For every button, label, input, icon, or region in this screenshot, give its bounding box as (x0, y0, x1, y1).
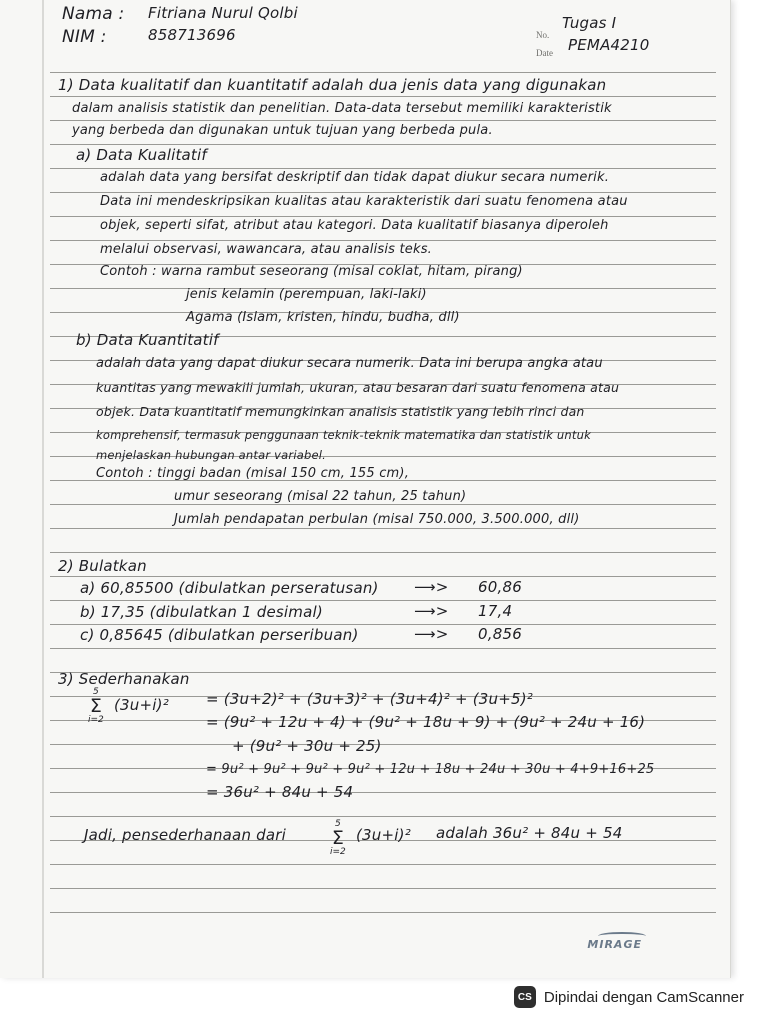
ruled-line (50, 912, 716, 913)
ruled-line (50, 744, 716, 745)
q3-expression: (3u+i)² (114, 696, 169, 714)
ruled-line (50, 888, 716, 889)
no-label: No. (536, 30, 550, 40)
ruled-line (50, 600, 716, 601)
q2-item-label: c) 0,85645 (dibulatkan perseribuan) (80, 626, 359, 644)
nim-label: NIM : (62, 27, 107, 47)
sigma-upper-limit: 5 (335, 819, 341, 829)
q3-title: 3) Sederhanakan (58, 670, 190, 688)
ruled-line (50, 864, 716, 865)
q2-item-label: a) 60,85500 (dibulatkan perseratusan) (80, 579, 379, 597)
q1-a-body-line: melalui observasi, wawancara, atau analisis teks. (100, 242, 433, 257)
ruled-line (50, 528, 716, 529)
q1-b-body-line: kuantitas yang mewakili jumlah, ukuran, atau besaran dari suatu fenomena atau (96, 380, 620, 395)
q1-a-example: jenis kelamin (perempuan, laki-laki) (186, 287, 427, 302)
ruled-line (50, 72, 716, 73)
q1-b-body-line: adalah data yang dapat diukur secara numerik. Data ini berupa angka atau (96, 356, 603, 371)
q1-b-body-line: objek. Data kuantitatif memungkinkan analisis statistik yang lebih rinci dan (96, 404, 585, 419)
camscanner-logo-icon: CS (514, 986, 536, 1008)
ruled-line (50, 624, 716, 625)
q1-b-body-line: menjelaskan hubungan antar variabel. (96, 448, 326, 462)
sigma-lower-limit: i=2 (330, 847, 346, 857)
q1-b-example: Contoh : tinggi badan (misal 150 cm, 155 cm), (96, 466, 410, 481)
ruled-line (50, 240, 716, 241)
q1-intro-line: yang berbeda dan digunakan untuk tujuan yang berbeda pula. (72, 123, 493, 138)
q1-a-title: a) Data Kualitatif (76, 146, 207, 164)
q2-item-result: 0,856 (478, 625, 522, 643)
q3-conclusion-suffix: adalah 36u² + 84u + 54 (436, 824, 623, 842)
q2-arrow: ⟶> (414, 602, 449, 620)
nim-value: 858713696 (148, 26, 236, 44)
ruled-line (50, 192, 716, 193)
q1-a-body-line: adalah data yang bersifat deskriptif dan tidak dapat diukur secara numerik. (100, 170, 610, 185)
q1-a-example: Agama (Islam, kristen, hindu, budha, dll) (186, 310, 460, 325)
q1-a-body-line: objek, seperti sifat, atribut atau kategori. Data kualitatif biasanya diperoleh (100, 218, 609, 233)
q3-conclusion-expression: (3u+i)² (356, 826, 411, 844)
q2-arrow: ⟶> (414, 578, 449, 596)
date-value: PEMA4210 (568, 36, 650, 54)
ruled-line (50, 816, 716, 817)
camscanner-text: Dipindai dengan CamScanner (543, 988, 744, 1006)
q1-intro-line: dalam analisis statistik dan penelitian. Data-data tersebut memiliki karakteristik (72, 101, 612, 116)
q1-b-example: umur seseorang (misal 22 tahun, 25 tahun) (174, 489, 467, 504)
q1-b-title: b) Data Kuantitatif (76, 331, 219, 349)
ruled-line (50, 96, 716, 97)
date-label: Date (536, 48, 553, 58)
ruled-line (50, 576, 716, 577)
q2-title: 2) Bulatkan (58, 557, 147, 575)
q3-step: = (9u² + 12u + 4) + (9u² + 18u + 9) + (9u² + 24u + 16) (206, 713, 646, 731)
ruled-line (50, 504, 716, 505)
q2-item-label: b) 17,35 (dibulatkan 1 desimal) (80, 603, 323, 621)
nama-label: Nama : (62, 4, 125, 24)
ruled-line (50, 552, 716, 553)
camscanner-watermark (514, 984, 744, 1010)
q1-a-body-line: Data ini mendeskripsikan kualitas atau karakteristik dari suatu fenomena atau (100, 194, 628, 209)
q2-arrow: ⟶> (414, 625, 449, 643)
q3-step: + (9u² + 30u + 25) (232, 737, 382, 755)
sigma-symbol: Σ (89, 695, 102, 717)
paper-brand-logo: MIRAGE (587, 938, 642, 951)
sigma-lower-limit: i=2 (88, 715, 104, 725)
margin-line (42, 0, 44, 978)
ruled-line (50, 792, 716, 793)
q2-item-result: 17,4 (478, 602, 513, 620)
q1-b-body-line: komprehensif, termasuk penggunaan teknik-teknik matematika dan statistik untuk (96, 428, 591, 442)
ruled-line (50, 168, 716, 169)
ruled-line (50, 216, 716, 217)
q3-step: = 9u² + 9u² + 9u² + 9u² + 12u + 18u + 24u + 30u + 4+9+16+25 (206, 762, 655, 777)
sigma-upper-limit: 5 (93, 687, 99, 697)
q3-summation (88, 688, 104, 725)
q1-b-example: Jumlah pendapatan perbulan (misal 750.000, 3.500.000, dll) (174, 512, 580, 527)
q3-step: = (3u+2)² + (3u+3)² + (3u+4)² + (3u+5)² (206, 690, 533, 708)
sigma-symbol: Σ (331, 827, 344, 849)
no-value: Tugas I (562, 14, 617, 32)
ruled-line (50, 144, 716, 145)
q3-conclusion-prefix: Jadi, pensederhanaan dari (84, 826, 286, 844)
q3-conclusion-summation (330, 820, 346, 857)
q2-item-result: 60,86 (478, 578, 522, 596)
q1-a-example: Contoh : warna rambut seseorang (misal coklat, hitam, pirang) (100, 264, 523, 279)
q1-intro-line: 1) Data kualitatif dan kuantitatif adalah dua jenis data yang digunakan (58, 76, 607, 94)
ruled-line (50, 120, 716, 121)
q3-step: = 36u² + 84u + 54 (206, 783, 354, 801)
nama-value: Fitriana Nurul Qolbi (148, 4, 298, 22)
ruled-line (50, 648, 716, 649)
